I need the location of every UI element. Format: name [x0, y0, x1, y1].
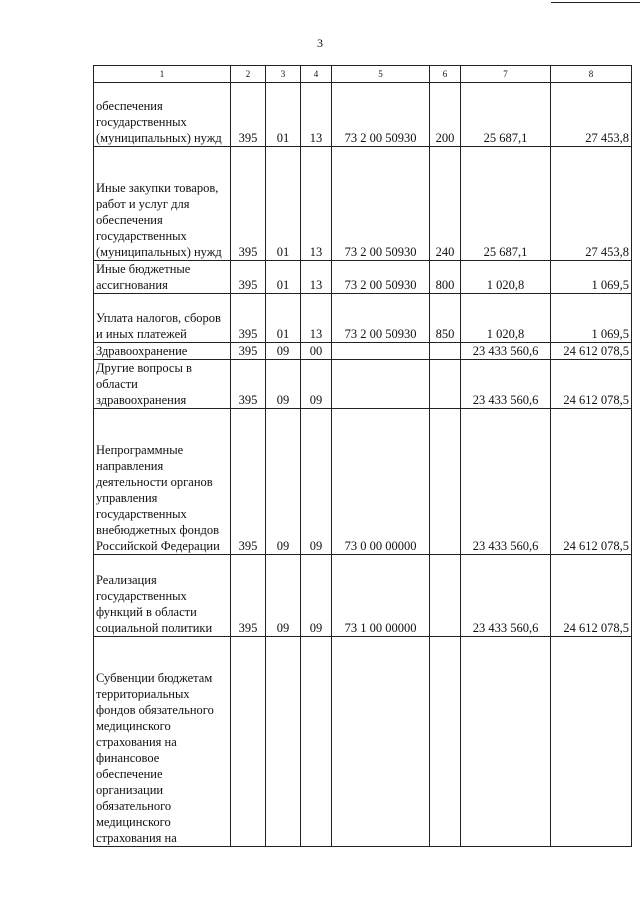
row-name: Иные закупки товаров, работ и услуг для обеспечения государственных (муниципальных) нужд — [94, 147, 231, 261]
cell-admin-code: 395 — [231, 83, 266, 147]
cell-target-article: 73 2 00 50930 — [332, 147, 430, 261]
cell-section: 09 — [266, 555, 301, 637]
table-row — [94, 343, 632, 360]
cell-target-article: 73 2 00 50930 — [332, 261, 430, 294]
table-row — [94, 83, 632, 147]
cell-section: 01 — [266, 147, 301, 261]
cell-amount-2: 24 612 078,5 — [551, 360, 632, 409]
cell-target-article — [332, 637, 430, 847]
cell-section: 09 — [266, 343, 301, 360]
row-name: Иные бюджетные ассигнования — [94, 261, 231, 294]
table-row — [94, 360, 632, 409]
cell-admin-code: 395 — [231, 360, 266, 409]
cell-amount-1: 1 020,8 — [461, 261, 551, 294]
cell-amount-1: 25 687,1 — [461, 147, 551, 261]
cell-amount-1: 23 433 560,6 — [461, 343, 551, 360]
cell-amount-1: 25 687,1 — [461, 83, 551, 147]
cell-target-article: 73 0 00 00000 — [332, 409, 430, 555]
cell-subsection: 13 — [301, 261, 332, 294]
cell-subsection — [301, 637, 332, 847]
header-col-8: 8 — [551, 66, 632, 83]
column-number-row — [94, 66, 632, 83]
cell-expense-type: 800 — [430, 261, 461, 294]
row-name: Другие вопросы в области здравоохранения — [94, 360, 231, 409]
cell-subsection: 09 — [301, 360, 332, 409]
cell-expense-type — [430, 360, 461, 409]
row-name: обеспечения государственных (муниципальных) нужд — [94, 83, 231, 147]
cell-admin-code: 395 — [231, 294, 266, 343]
table-row — [94, 637, 632, 847]
cell-admin-code — [231, 637, 266, 847]
header-col-4: 4 — [301, 66, 332, 83]
row-name: Субвенции бюджетам территориальных фондов обязательного медицинского страхования на финансовое обеспечение организации обязательного медицинского страхования на — [94, 637, 231, 847]
cell-subsection: 09 — [301, 409, 332, 555]
cell-subsection: 13 — [301, 83, 332, 147]
cell-amount-1 — [461, 637, 551, 847]
header-col-1: 1 — [94, 66, 231, 83]
cell-admin-code: 395 — [231, 147, 266, 261]
cell-amount-1: 23 433 560,6 — [461, 555, 551, 637]
cell-section: 01 — [266, 83, 301, 147]
cell-amount-2: 27 453,8 — [551, 147, 632, 261]
cell-section: 01 — [266, 261, 301, 294]
cell-admin-code: 395 — [231, 409, 266, 555]
cell-target-article: 73 2 00 50930 — [332, 294, 430, 343]
cell-subsection: 13 — [301, 147, 332, 261]
header-col-6: 6 — [430, 66, 461, 83]
table-row — [94, 409, 632, 555]
budget-table — [93, 65, 632, 847]
cell-amount-2: 1 069,5 — [551, 294, 632, 343]
cell-expense-type: 200 — [430, 83, 461, 147]
table-row — [94, 261, 632, 294]
cell-amount-1: 23 433 560,6 — [461, 360, 551, 409]
cell-subsection: 13 — [301, 294, 332, 343]
cell-amount-1: 23 433 560,6 — [461, 409, 551, 555]
cell-expense-type: 850 — [430, 294, 461, 343]
cell-expense-type — [430, 555, 461, 637]
cell-section: 09 — [266, 360, 301, 409]
cell-section: 09 — [266, 409, 301, 555]
header-col-7: 7 — [461, 66, 551, 83]
cell-expense-type — [430, 637, 461, 847]
cell-admin-code: 395 — [231, 555, 266, 637]
header-col-2: 2 — [231, 66, 266, 83]
cell-expense-type: 240 — [430, 147, 461, 261]
header-col-5: 5 — [332, 66, 430, 83]
cell-expense-type — [430, 343, 461, 360]
cell-admin-code: 395 — [231, 261, 266, 294]
cell-section — [266, 637, 301, 847]
cell-target-article — [332, 360, 430, 409]
cell-amount-2: 24 612 078,5 — [551, 555, 632, 637]
cell-target-article: 73 2 00 50930 — [332, 83, 430, 147]
cell-amount-2: 24 612 078,5 — [551, 343, 632, 360]
cell-expense-type — [430, 409, 461, 555]
header-col-3: 3 — [266, 66, 301, 83]
row-name: Уплата налогов, сборов и иных платежей — [94, 294, 231, 343]
cell-subsection: 09 — [301, 555, 332, 637]
row-name: Здравоохранение — [94, 343, 231, 360]
cell-target-article: 73 1 00 00000 — [332, 555, 430, 637]
cell-admin-code: 395 — [231, 343, 266, 360]
row-name: Непрограммные направления деятельности органов управления государственных внебюджетных фондов Российской Федерации — [94, 409, 231, 555]
table-row — [94, 147, 632, 261]
cell-target-article — [332, 343, 430, 360]
cell-amount-2: 27 453,8 — [551, 83, 632, 147]
cell-section: 01 — [266, 294, 301, 343]
cell-amount-2: 1 069,5 — [551, 261, 632, 294]
cell-subsection: 00 — [301, 343, 332, 360]
page-number: 3 — [317, 36, 323, 50]
top-right-rule — [551, 2, 640, 3]
cell-amount-2 — [551, 637, 632, 847]
table-row — [94, 555, 632, 637]
table-row — [94, 294, 632, 343]
row-name: Реализация государственных функций в области социальной политики — [94, 555, 231, 637]
cell-amount-2: 24 612 078,5 — [551, 409, 632, 555]
cell-amount-1: 1 020,8 — [461, 294, 551, 343]
